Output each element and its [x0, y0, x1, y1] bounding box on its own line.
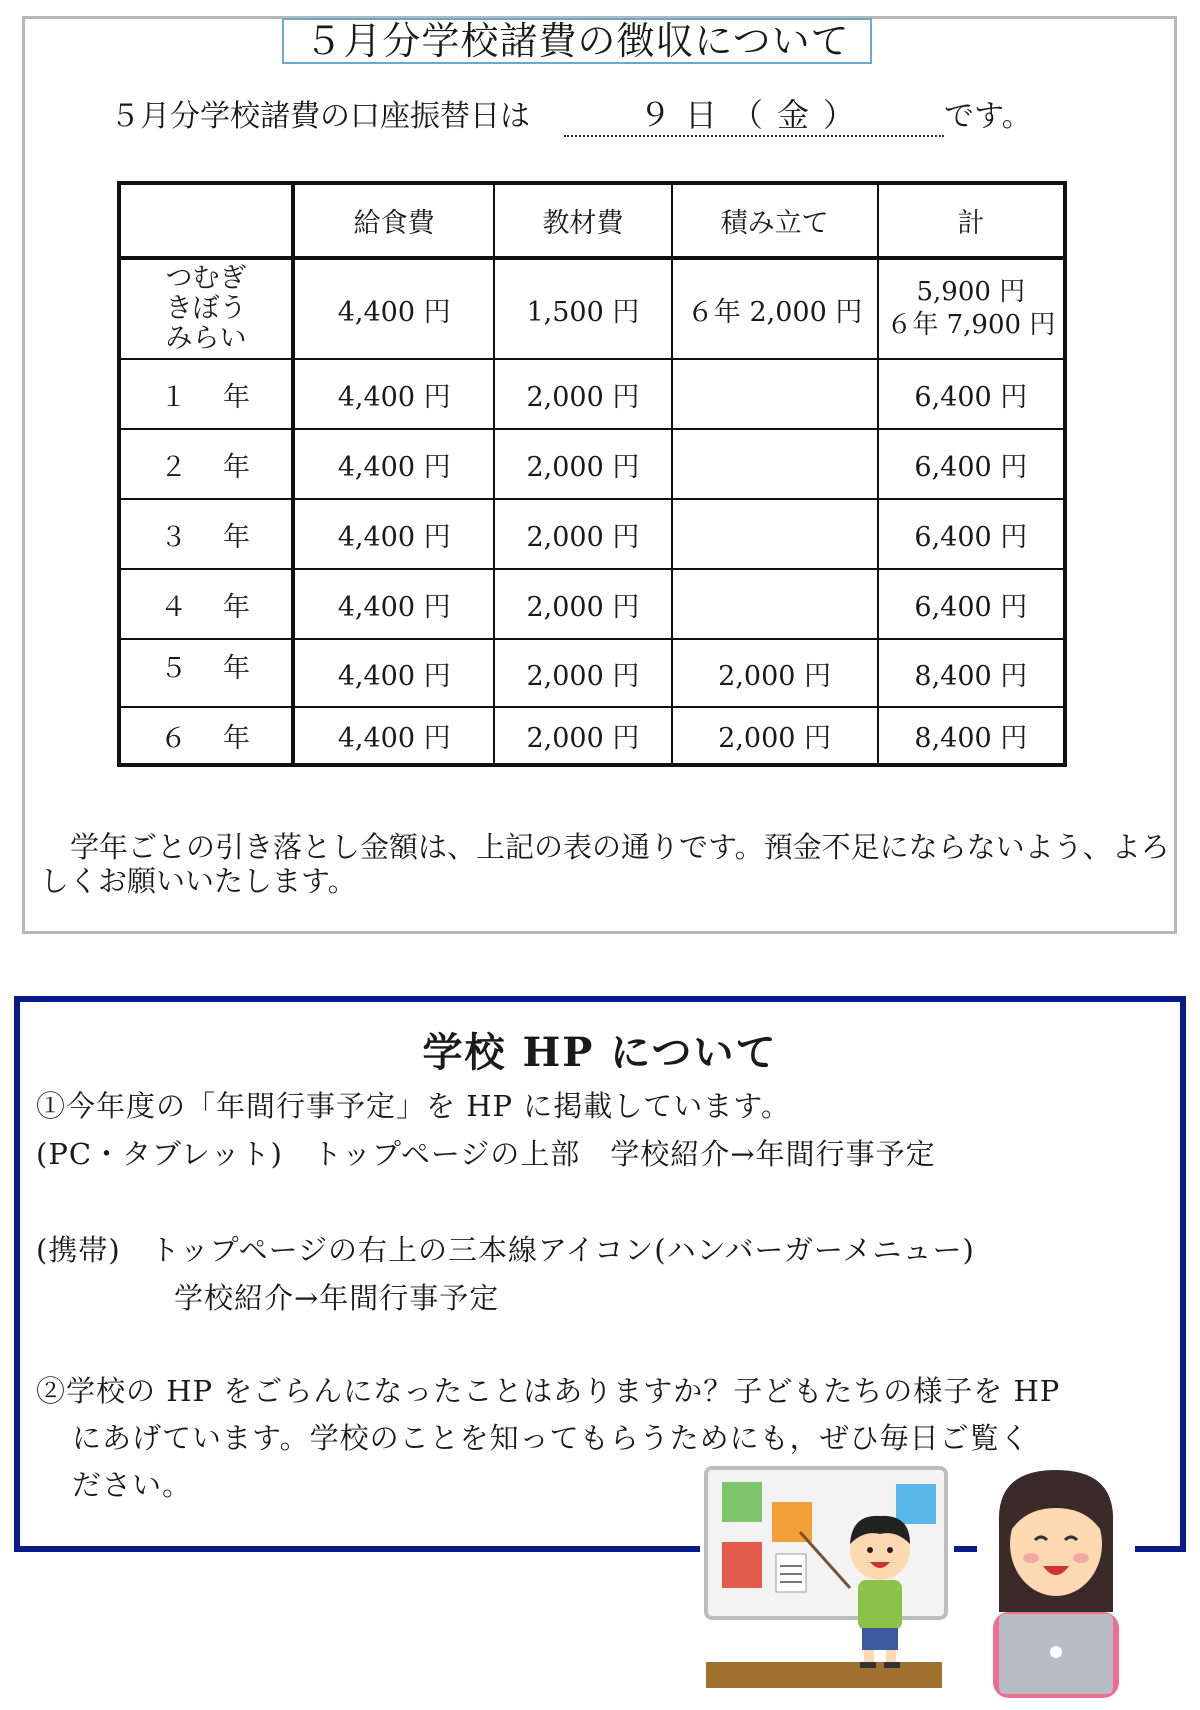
total-cell	[878, 258, 1065, 359]
lunch-cell: 4,400 円	[293, 499, 494, 569]
fees-note: 学年ごとの引き落とし金額は、上記の表の通りです。預金不足にならないよう、よろしくお願いいたします。	[40, 830, 1170, 898]
table-row	[119, 499, 1065, 569]
total-cell: 6,400 円	[878, 499, 1065, 569]
materials-cell: 1,500 円	[494, 258, 671, 359]
total-cell: 6,400 円	[878, 359, 1065, 429]
grade-suffix: 年	[223, 521, 253, 553]
savings-cell: 2,000 円	[672, 707, 878, 765]
savings-cell	[672, 359, 878, 429]
lunch-cell: 4,400 円	[293, 429, 494, 499]
materials-cell: 2,000 円	[494, 639, 671, 707]
grade-cell	[119, 707, 293, 765]
grade-line: きぼう	[165, 293, 247, 324]
lunch-cell: 4,400 円	[293, 359, 494, 429]
header-savings: 積み立て	[672, 183, 878, 258]
total-cell: 6,400 円	[878, 429, 1065, 499]
materials-cell: 2,000 円	[494, 359, 671, 429]
hp-item1: ①今年度の「年間行事予定」を HP に掲載しています。	[36, 1089, 791, 1123]
grade-line: みらい	[165, 323, 247, 354]
total-cell: 8,400 円	[878, 707, 1065, 765]
debit-date-line	[110, 92, 1110, 142]
savings-cell	[672, 429, 878, 499]
debit-date-lead: ５月分学校諸費の口座振替日は	[110, 99, 530, 134]
grade-cell	[119, 429, 293, 499]
materials-cell: 2,000 円	[494, 429, 671, 499]
debit-date-value: ９日（金）	[564, 95, 944, 137]
grade-suffix: 年	[223, 381, 253, 413]
total-line: ６年 7,900 円	[886, 310, 1056, 340]
total-cell: 6,400 円	[878, 569, 1065, 639]
lunch-cell: 4,400 円	[293, 707, 494, 765]
teacher-at-board-illustration	[700, 1462, 954, 1694]
table-row	[119, 569, 1065, 639]
materials-cell: 2,000 円	[494, 499, 671, 569]
grade-suffix: 年	[223, 451, 253, 483]
fee-table	[117, 181, 1067, 767]
header-total: 計	[878, 183, 1065, 258]
hp-mobile-line: (携帯) トップページの右上の三本線アイコン(ハンバーガーメニュー)	[36, 1233, 975, 1267]
grade-cell	[119, 569, 293, 639]
fee-table-header-row	[119, 183, 1065, 258]
grade-number: １	[160, 381, 190, 413]
hp-item2-line3: ださい。	[72, 1468, 193, 1502]
grade-cell	[119, 499, 293, 569]
fees-title: ５月分学校諸費の徴収について	[282, 18, 872, 64]
table-row	[119, 639, 1065, 707]
lunch-cell: 4,400 円	[293, 258, 494, 359]
grade-cell	[119, 359, 293, 429]
savings-cell	[672, 499, 878, 569]
hp-item2-line2: にあげています。学校のことを知ってもらうためにも，ぜひ毎日ご覧く	[72, 1421, 1030, 1455]
grade-suffix: 年	[223, 591, 253, 623]
lunch-cell: 4,400 円	[293, 569, 494, 639]
grade-cell-special	[119, 258, 293, 359]
grade-number: ３	[160, 521, 190, 553]
grade-suffix: 年	[223, 653, 253, 684]
header-blank	[119, 183, 293, 258]
table-row	[119, 258, 1065, 359]
hp-pc-line: (PC・タブレット) トップページの上部 学校紹介→年間行事予定	[36, 1137, 936, 1171]
header-materials: 教材費	[494, 183, 671, 258]
materials-cell: 2,000 円	[494, 569, 671, 639]
hp-title: 学校 HP について	[422, 1029, 778, 1076]
debit-date-tail: です。	[944, 99, 1032, 134]
total-cell: 8,400 円	[878, 639, 1065, 707]
grade-cell	[119, 639, 293, 707]
savings-cell: ６年 2,000 円	[672, 258, 878, 359]
header-lunch: 給食費	[293, 183, 494, 258]
hp-item2-line1: ②学校の HP をごらんになったことはありますか？子どもたちの様子を HP	[36, 1374, 1061, 1408]
materials-cell: 2,000 円	[494, 707, 671, 765]
grade-number: ５	[160, 653, 190, 684]
woman-with-laptop-illustration	[977, 1462, 1135, 1698]
grade-number: ４	[160, 591, 190, 623]
hp-mobile-line2: 学校紹介→年間行事予定	[174, 1281, 500, 1315]
grade-number: ６	[160, 723, 190, 754]
table-row	[119, 359, 1065, 429]
table-row	[119, 429, 1065, 499]
table-row	[119, 707, 1065, 765]
total-line: 5,900 円	[916, 277, 1026, 307]
grade-suffix: 年	[223, 723, 253, 754]
savings-cell: 2,000 円	[672, 639, 878, 707]
lunch-cell: 4,400 円	[293, 639, 494, 707]
grade-line: つむぎ	[165, 263, 247, 294]
grade-number: ２	[160, 451, 190, 483]
savings-cell	[672, 569, 878, 639]
